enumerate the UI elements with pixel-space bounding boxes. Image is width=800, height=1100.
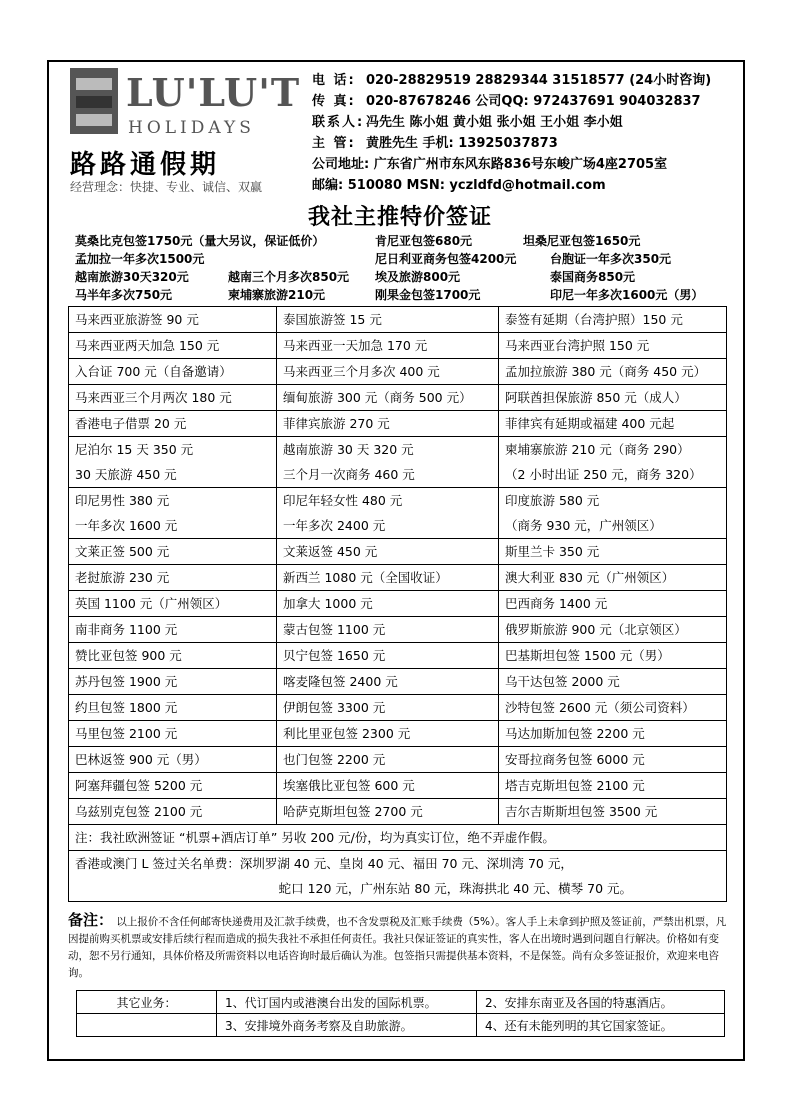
table-cell [277, 643, 499, 669]
table-cell [277, 539, 499, 565]
table-cell [69, 695, 277, 721]
table-row [69, 411, 727, 437]
visa-price-item: 印尼年轻女性 480 元 [283, 493, 403, 508]
table-cell [277, 695, 499, 721]
table-cell [277, 333, 499, 359]
visa-price-item: 英国 1100 元（广州领区） [75, 596, 228, 611]
promo-item: 台胞证一年多次350元 [550, 252, 672, 266]
table-row [69, 333, 727, 359]
table-cell [499, 385, 727, 411]
table-cell [69, 669, 277, 695]
visa-price-item: 孟加拉旅游 380 元（商务 450 元） [505, 364, 707, 379]
visa-price-item: 马里包签 2100 元 [75, 726, 178, 741]
visa-price-item: 马来西亚旅游签 90 元 [75, 312, 199, 327]
visa-price-item: 吉尔吉斯斯坦包签 3500 元 [505, 804, 658, 819]
contact-address: 公司地址: 广东省广州市东风东路836号东峻广场4座2705室 [312, 157, 668, 172]
promo-item: 埃及旅游800元 [375, 270, 461, 284]
company-motto: 经营理念：快捷、专业、诚信、双赢 [70, 180, 263, 194]
promo-item: 泰国商务850元 [550, 270, 636, 284]
visa-price-item: 香港电子借票 20 元 [75, 416, 187, 431]
contact-manager: 主 管: 黄胜先生 手机: 13925037873 [312, 136, 558, 151]
table-cell [499, 591, 727, 617]
company-logo [70, 68, 301, 198]
table-cell [69, 747, 277, 773]
visa-price-item: 一年多次 2400 元 [283, 518, 386, 533]
visa-price-item: 塔吉克斯坦包签 2100 元 [505, 778, 645, 793]
contact-persons: 联系人: 冯先生 陈小姐 黄小姐 张小姐 王小姐 李小姐 [312, 115, 623, 130]
brand-subtitle: HOLIDAYS [128, 118, 255, 138]
table-cell [69, 488, 277, 539]
visa-price-item: 入台证 700 元（自备邀请） [75, 364, 232, 379]
visa-price-item: 约旦包签 1800 元 [75, 700, 178, 715]
table-row [69, 488, 727, 539]
visa-price-item: 柬埔寨旅游 210 元（商务 290） [505, 442, 690, 457]
visa-price-item: 南非商务 1100 元 [75, 622, 178, 637]
visa-price-item: 一年多次 1600 元 [75, 518, 178, 533]
visa-price-item: 文莱返签 450 元 [283, 544, 378, 559]
table-row [69, 437, 727, 488]
contact-fax: 传 真: 020-87678246 公司QQ: 972437691 904032837 [312, 94, 701, 109]
table-row [69, 539, 727, 565]
table-cell [499, 747, 727, 773]
visa-price-item: 乌干达包签 2000 元 [505, 674, 620, 689]
other-business-table [76, 990, 725, 1037]
table-cell [69, 539, 277, 565]
brand-chinese-name: 路路通假期 [70, 150, 221, 180]
promo-item: 坦桑尼亚包签1650元 [523, 234, 641, 248]
table-row [69, 695, 727, 721]
visa-price-item: 三个月一次商务 460 元 [283, 467, 415, 482]
visa-price-item: 印度旅游 580 元 [505, 493, 600, 508]
table-cell [499, 333, 727, 359]
visa-price-item: 利比里亚包签 2300 元 [283, 726, 411, 741]
visa-price-item: 30 天旅游 450 元 [75, 467, 177, 482]
page-headline: 我社主推特价签证 [307, 205, 492, 230]
table-row [69, 359, 727, 385]
visa-price-item: 巴基斯坦包签 1500 元（男） [505, 648, 670, 663]
table-cell [69, 565, 277, 591]
visa-price-item: 也门包签 2200 元 [283, 752, 386, 767]
brand-name: LU'LU'T [126, 70, 301, 115]
visa-price-item: 马达加斯加包签 2200 元 [505, 726, 645, 741]
table-cell [69, 617, 277, 643]
promo-item: 越南三个月多次850元 [228, 270, 350, 284]
remarks-label: 备注： [68, 911, 114, 929]
table-cell [277, 488, 499, 539]
table-cell [277, 359, 499, 385]
visa-price-item: 老挝旅游 230 元 [75, 570, 170, 585]
other-business-header: 其它业务： [77, 991, 217, 1014]
table-cell [69, 643, 277, 669]
europe-visa-note: 注：我社欧洲签证 “机票+酒店订单” 另收 200 元/份，均为真实订位，绝不弄虚作假。 [69, 825, 727, 851]
table-cell [277, 669, 499, 695]
promo-item: 印尼一年多次1600元（男） [550, 288, 704, 302]
visa-price-item: 新西兰 1080 元（全国收证） [283, 570, 448, 585]
visa-price-item: 文莱正签 500 元 [75, 544, 170, 559]
table-row [69, 721, 727, 747]
table-cell [499, 411, 727, 437]
visa-price-item: 泰签有延期（台湾护照）150 元 [505, 312, 683, 327]
table-cell [499, 617, 727, 643]
promo-item: 马半年多次750元 [75, 288, 173, 302]
table-row [69, 385, 727, 411]
visa-price-item: 安哥拉商务包签 6000 元 [505, 752, 645, 767]
logo-emblem-icon [70, 68, 118, 134]
visa-price-item: 马来西亚两天加急 150 元 [75, 338, 220, 353]
visa-price-item: 菲律宾旅游 270 元 [283, 416, 390, 431]
table-cell [499, 539, 727, 565]
visa-price-item: 马来西亚台湾护照 150 元 [505, 338, 650, 353]
table-row [69, 799, 727, 825]
table-cell [277, 565, 499, 591]
table-cell [277, 385, 499, 411]
table-note-row [69, 851, 727, 902]
table-cell [277, 591, 499, 617]
table-row [69, 565, 727, 591]
business-blank-cell [77, 1014, 217, 1037]
visa-price-item: 俄罗斯旅游 900 元（北京领区） [505, 622, 687, 637]
remarks-text: 以上报价不含任何邮寄快递费用及汇款手续费，也不含发票税及汇账手续费（5%）。客人手上未拿到护照及签证前，严禁出机票，凡因提前购买机票或安排后续行程而造成的损失我社不承担任何责任。我社只保证签证的真实性，客人在出境时遇到问题自行解决。价格如有变动，恕不另行通知，具体价格及所需资料以电话咨询时最后确认为准。包签指只需提供基本资料，不是保签。尚有众多签证报价，欢迎来电咨询。 [68, 916, 727, 979]
visa-price-item: 巴西商务 1400 元 [505, 596, 608, 611]
visa-price-item: 赞比亚包签 900 元 [75, 648, 182, 663]
visa-price-item: 巴林返签 900 元（男） [75, 752, 207, 767]
visa-price-item: 泰国旅游签 15 元 [283, 312, 382, 327]
table-row [69, 617, 727, 643]
table-cell [277, 747, 499, 773]
table-cell [499, 773, 727, 799]
contact-phone: 电 话: 020-28829519 28829344 31518577 (24小时咨询) [312, 73, 712, 88]
visa-price-item: 阿塞拜疆包签 5200 元 [75, 778, 203, 793]
promo-item: 肯尼亚包签680元 [375, 234, 473, 248]
table-cell [69, 385, 277, 411]
table-cell [499, 437, 727, 488]
table-cell [277, 411, 499, 437]
table-cell [277, 773, 499, 799]
business-item: 1、代订国内或港澳台出发的国际机票。 [217, 991, 477, 1014]
remarks [68, 912, 732, 982]
visa-price-item: 贝宁包签 1650 元 [283, 648, 386, 663]
table-cell [69, 799, 277, 825]
visa-price-item: （2 小时出证 250 元，商务 320） [505, 467, 702, 482]
table-cell [69, 333, 277, 359]
table-cell [499, 721, 727, 747]
visa-price-item: 印尼男性 380 元 [75, 493, 170, 508]
business-item: 2、安排东南亚及各国的特惠酒店。 [477, 991, 725, 1014]
promo-item: 越南旅游30天320元 [75, 270, 189, 284]
table-cell [69, 359, 277, 385]
table-cell [499, 307, 727, 333]
table-cell [499, 669, 727, 695]
table-row [69, 747, 727, 773]
visa-price-item: 尼泊尔 15 天 350 元 [75, 442, 194, 457]
table-cell [499, 643, 727, 669]
visa-price-item: 越南旅游 30 天 320 元 [283, 442, 414, 457]
promo-item: 尼日利亚商务包签4200元 [375, 252, 517, 266]
table-cell [277, 307, 499, 333]
table-cell [499, 565, 727, 591]
visa-price-item: 哈萨克斯坦包签 2700 元 [283, 804, 423, 819]
table-row [69, 307, 727, 333]
table-note-row [69, 825, 727, 851]
table-cell [277, 617, 499, 643]
hk-macau-fee-note: 香港或澳门 L 签过关名单费：深圳罗湖 40 元、皇岗 40 元、福田 70 元、深圳湾 70 元， 蛇口 120 元，广州东站 80 元，珠海拱北 40 元、横琴 70 元。 [69, 851, 727, 902]
table-cell [277, 437, 499, 488]
visa-price-item: 喀麦隆包签 2400 元 [283, 674, 398, 689]
visa-price-item: 伊朗包签 3300 元 [283, 700, 386, 715]
table-row [69, 643, 727, 669]
table-row [69, 591, 727, 617]
visa-price-item: 缅甸旅游 300 元（商务 500 元） [283, 390, 472, 405]
visa-price-item: 斯里兰卡 350 元 [505, 544, 600, 559]
table-cell [69, 411, 277, 437]
visa-price-item: （商务 930 元，广州领区） [505, 518, 662, 533]
business-item: 4、还有未能列明的其它国家签证。 [477, 1014, 725, 1037]
table-cell [277, 721, 499, 747]
visa-price-item: 澳大利亚 830 元（广州领区） [505, 570, 675, 585]
visa-price-item: 加拿大 1000 元 [283, 596, 373, 611]
contact-postcode: 邮编: 510080 MSN: yczldfd@hotmail.com [312, 178, 606, 193]
visa-price-item: 菲律宾有延期或福建 400 元起 [505, 416, 675, 431]
table-cell [69, 437, 277, 488]
visa-price-item: 马来西亚三个月多次 400 元 [283, 364, 440, 379]
table-cell [69, 591, 277, 617]
table-cell [277, 799, 499, 825]
visa-price-table [68, 306, 727, 902]
visa-price-item: 蒙古包签 1100 元 [283, 622, 386, 637]
table-cell [69, 307, 277, 333]
visa-price-item: 乌兹别克包签 2100 元 [75, 804, 203, 819]
visa-price-item: 马来西亚三个月两次 180 元 [75, 390, 232, 405]
visa-price-item: 阿联酋担保旅游 850 元（成人） [505, 390, 687, 405]
table-cell [499, 359, 727, 385]
promo-item: 刚果金包签1700元 [375, 288, 481, 302]
visa-price-item: 马来西亚一天加急 170 元 [283, 338, 428, 353]
visa-price-item: 埃塞俄比亚包签 600 元 [283, 778, 415, 793]
business-item: 3、安排境外商务考察及自助旅游。 [217, 1014, 477, 1037]
promo-item: 莫桑比克包签1750元（量大另议，保证低价） [75, 234, 325, 248]
table-cell [499, 488, 727, 539]
promo-item: 柬埔寨旅游210元 [228, 288, 326, 302]
table-cell [499, 799, 727, 825]
visa-price-item: 苏丹包签 1900 元 [75, 674, 178, 689]
table-cell [499, 695, 727, 721]
table-row [69, 669, 727, 695]
promo-item: 孟加拉一年多次1500元 [75, 252, 205, 266]
table-row [69, 773, 727, 799]
contact-info [312, 70, 711, 196]
table-cell [69, 721, 277, 747]
visa-price-item: 沙特包签 2600 元（须公司资料） [505, 700, 695, 715]
table-cell [69, 773, 277, 799]
